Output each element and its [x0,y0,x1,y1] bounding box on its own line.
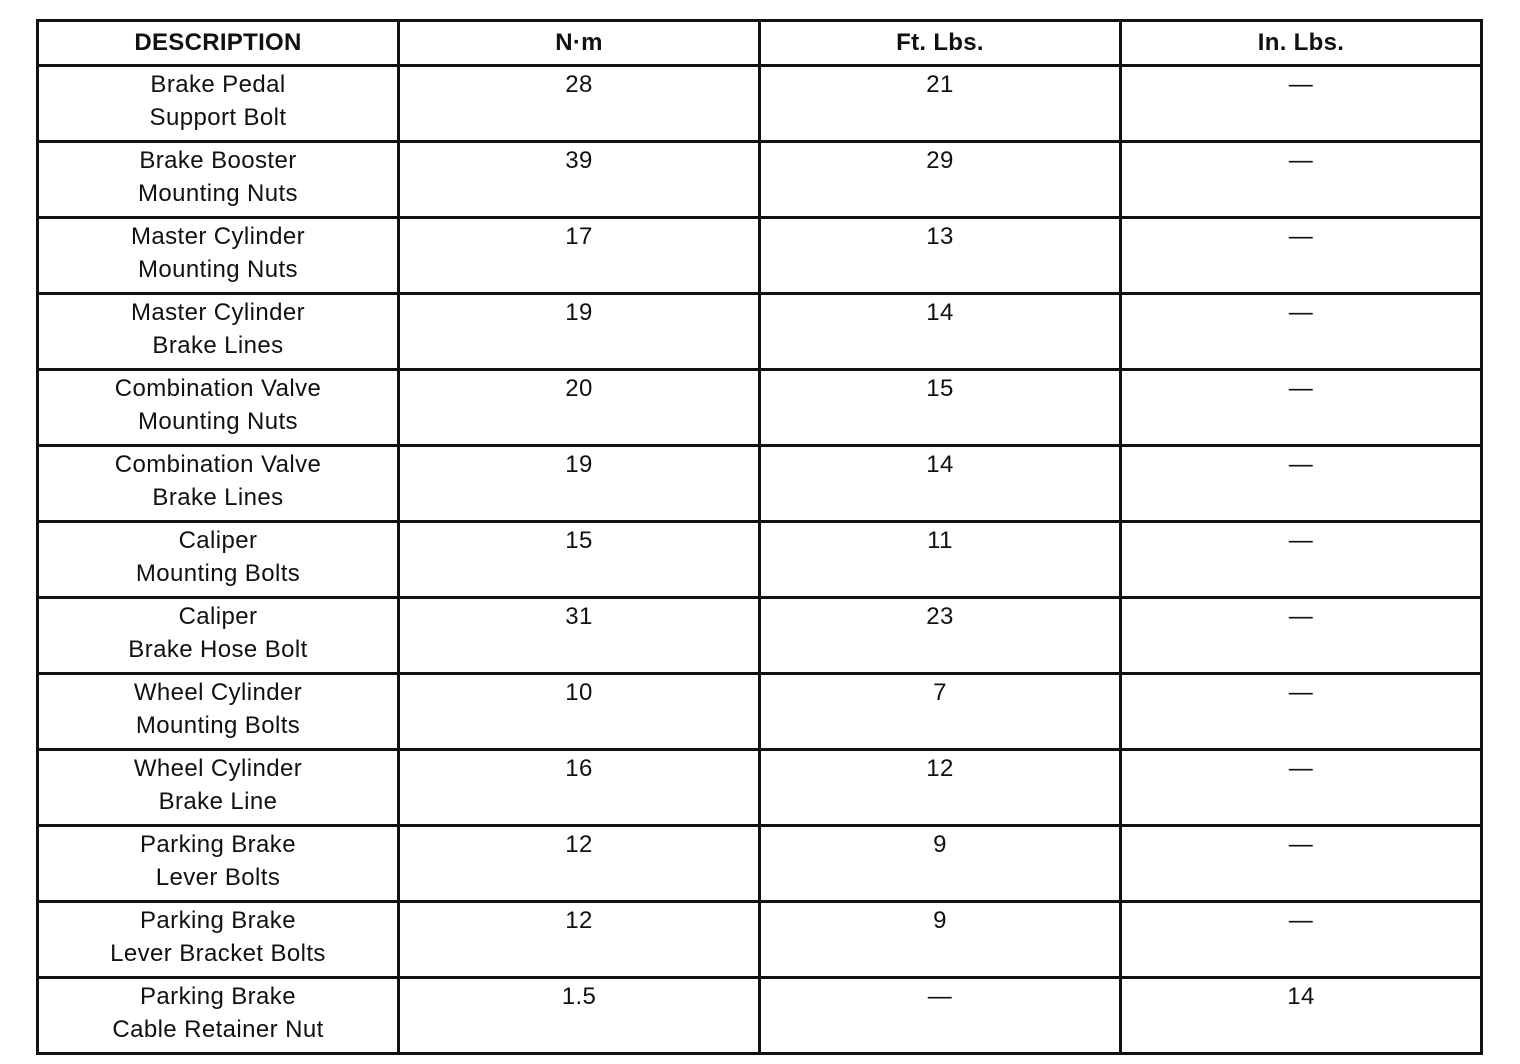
cell-inch-pounds: — [1121,142,1482,218]
table-row [38,750,1482,826]
description-line: Parking Brake [140,983,296,1010]
cell-inch-pounds: — [1121,826,1482,902]
description-line: Brake Hose Bolt [128,636,308,663]
table-row [38,598,1482,674]
cell-description [38,750,399,826]
cell-description [38,902,399,978]
cell-foot-pounds: 29 [760,142,1121,218]
description-line: Brake Lines [152,484,284,511]
cell-inch-pounds: — [1121,902,1482,978]
cell-foot-pounds: 15 [760,370,1121,446]
cell-foot-pounds: 11 [760,522,1121,598]
table-row [38,66,1482,142]
cell-inch-pounds: — [1121,750,1482,826]
table-row [38,902,1482,978]
cell-description [38,66,399,142]
cell-inch-pounds: — [1121,598,1482,674]
cell-inch-pounds: — [1121,446,1482,522]
cell-newton-meters: 17 [399,218,760,294]
description-line: Cable Retainer Nut [112,1016,324,1043]
cell-newton-meters: 16 [399,750,760,826]
table-row [38,218,1482,294]
cell-foot-pounds: — [760,978,1121,1054]
table-row [38,674,1482,750]
cell-inch-pounds: — [1121,294,1482,370]
header-newton-meters: N·m [399,21,760,66]
cell-newton-meters: 1.5 [399,978,760,1054]
cell-description [38,978,399,1054]
cell-newton-meters: 15 [399,522,760,598]
description-line: Combination Valve [114,375,322,402]
description-line: Mounting Nuts [138,256,298,283]
description-line: Brake Booster [139,147,297,174]
cell-foot-pounds: 23 [760,598,1121,674]
cell-foot-pounds: 7 [760,674,1121,750]
cell-newton-meters: 19 [399,294,760,370]
table-header-row [38,21,1482,66]
description-line: Wheel Cylinder [133,679,303,706]
header-description: DESCRIPTION [38,21,399,66]
table-row [38,522,1482,598]
description-line: Caliper [178,603,258,630]
cell-newton-meters: 12 [399,902,760,978]
cell-foot-pounds: 9 [760,826,1121,902]
cell-description [38,370,399,446]
description-line: Mounting Nuts [138,408,298,435]
cell-newton-meters: 19 [399,446,760,522]
cell-inch-pounds: — [1121,66,1482,142]
cell-newton-meters: 31 [399,598,760,674]
description-line: Combination Valve [114,451,322,478]
cell-foot-pounds: 12 [760,750,1121,826]
description-line: Support Bolt [149,104,287,131]
description-line: Mounting Bolts [135,712,301,739]
description-line: Mounting Bolts [135,560,301,587]
description-line: Brake Lines [152,332,284,359]
cell-inch-pounds: — [1121,674,1482,750]
description-line: Lever Bracket Bolts [110,940,326,967]
header-inch-pounds: In. Lbs. [1121,21,1482,66]
cell-inch-pounds: 14 [1121,978,1482,1054]
description-line: Mounting Nuts [138,180,298,207]
cell-description [38,294,399,370]
cell-inch-pounds: — [1121,522,1482,598]
description-line: Brake Pedal [150,71,286,98]
description-line: Wheel Cylinder [133,755,303,782]
description-line: Master Cylinder [130,299,306,326]
header-foot-pounds: Ft. Lbs. [760,21,1121,66]
description-line: Brake Line [158,788,278,815]
description-line: Parking Brake [140,831,296,858]
cell-foot-pounds: 13 [760,218,1121,294]
cell-description [38,826,399,902]
description-line: Parking Brake [140,907,296,934]
table-row [38,370,1482,446]
table-body [38,66,1482,1054]
cell-foot-pounds: 14 [760,294,1121,370]
description-line: Caliper [178,527,258,554]
cell-inch-pounds: — [1121,218,1482,294]
table-row [38,826,1482,902]
cell-newton-meters: 28 [399,66,760,142]
description-line: Lever Bolts [155,864,281,891]
table-row [38,446,1482,522]
cell-description [38,446,399,522]
cell-description [38,598,399,674]
description-line: Master Cylinder [130,223,306,250]
cell-description [38,674,399,750]
cell-foot-pounds: 14 [760,446,1121,522]
table-row [38,294,1482,370]
table-row [38,142,1482,218]
torque-specifications-table [36,19,1483,1055]
cell-description [38,522,399,598]
cell-description [38,218,399,294]
cell-description [38,142,399,218]
cell-newton-meters: 39 [399,142,760,218]
cell-newton-meters: 10 [399,674,760,750]
cell-foot-pounds: 9 [760,902,1121,978]
cell-inch-pounds: — [1121,370,1482,446]
cell-foot-pounds: 21 [760,66,1121,142]
cell-newton-meters: 12 [399,826,760,902]
table-row [38,978,1482,1054]
cell-newton-meters: 20 [399,370,760,446]
